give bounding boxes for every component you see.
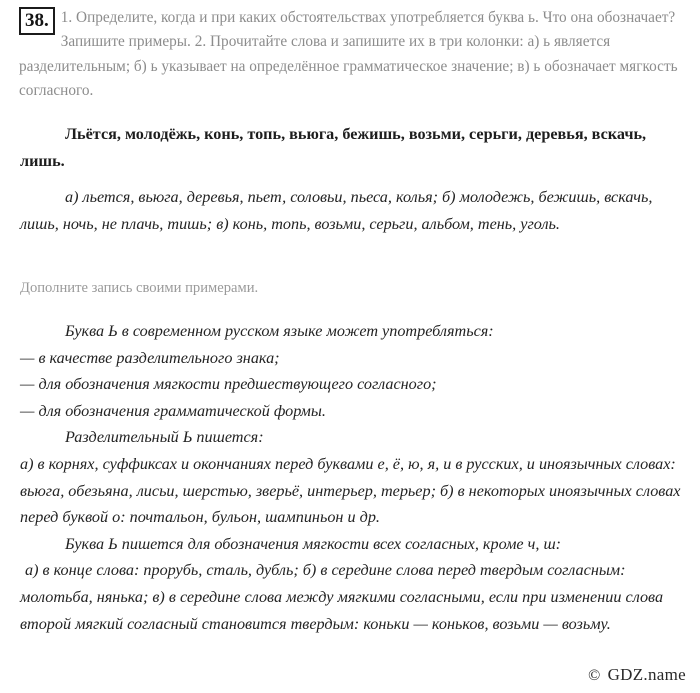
separating-sign-heading: Разделительный Ь пишется: (65, 428, 264, 447)
softness-body: а) в конце слова: прорубь, сталь, дубль; б) в середине слова перед твердым согласным: молотьба, нянька; в) в середине слова между мягкими согласными, если при изменении слова второй мягкий согласный становится твердым: коньки — коньков, возьми — возьму. (20, 561, 664, 633)
explanation-intro: Буква Ь в современном русском языке может употребляться: (65, 322, 494, 340)
softness-heading: Буква Ь пишется для обозначения мягкости всех согласных, кроме ч, ш: (65, 534, 562, 553)
site-watermark (588, 665, 686, 685)
supplement-note: Дополните запись своими примерами. (20, 280, 259, 296)
explanation-bullet-2: — для обозначения мягкости предшествующего согласного; (20, 375, 437, 394)
word-list-paragraph: Льётся, молодёжь, конь, топь, вьюга, бежишь, возьми, серьги, деревья, вскачь, лишь. (20, 125, 647, 170)
explanation-body (20, 318, 685, 637)
copyright-icon: © (588, 667, 601, 684)
separating-sign-body: а) в корнях, суффиксах и окончаниях перед буквами е, ё, ю, я, и в русских, и иноязычных словах: вьюга, обезьяна, лисьи, шерстью, зверьё, интерьер, терьер; б) в некоторых иноязычных словах перед буквой о: почтальон, бульон, шампиньон и др. (20, 454, 681, 527)
exercise-task-text: 1. Определите, когда и при каких обстоятельствах употребляется буква ь. Что она обозначает? Запишите примеры. 2. Прочитайте слова и запишите их в три колонки: а) ь является разделительным; б) ь указывает на определённое грамматическое значение; в) ь обозначает мягкость согласного. (19, 9, 678, 100)
explanation-bullet-3: — для обозначения грамматической формы. (20, 401, 326, 420)
answer-key-paragraph: а) льется, вьюга, деревья, пьет, соловьи, пьеса, колья; б) молодежь, бежишь, вскачь, лишь, ночь, не плачь, тишь; в) конь, топь, возьми, серьги, альбом, тень, уголь. (20, 188, 653, 233)
explanation-bullet-1: — в качестве разделительного знака; (20, 348, 280, 367)
exercise-number-badge: 38. (19, 7, 55, 35)
exercise-task-block (19, 6, 681, 104)
watermark-site-name: GDZ.name (607, 665, 686, 684)
